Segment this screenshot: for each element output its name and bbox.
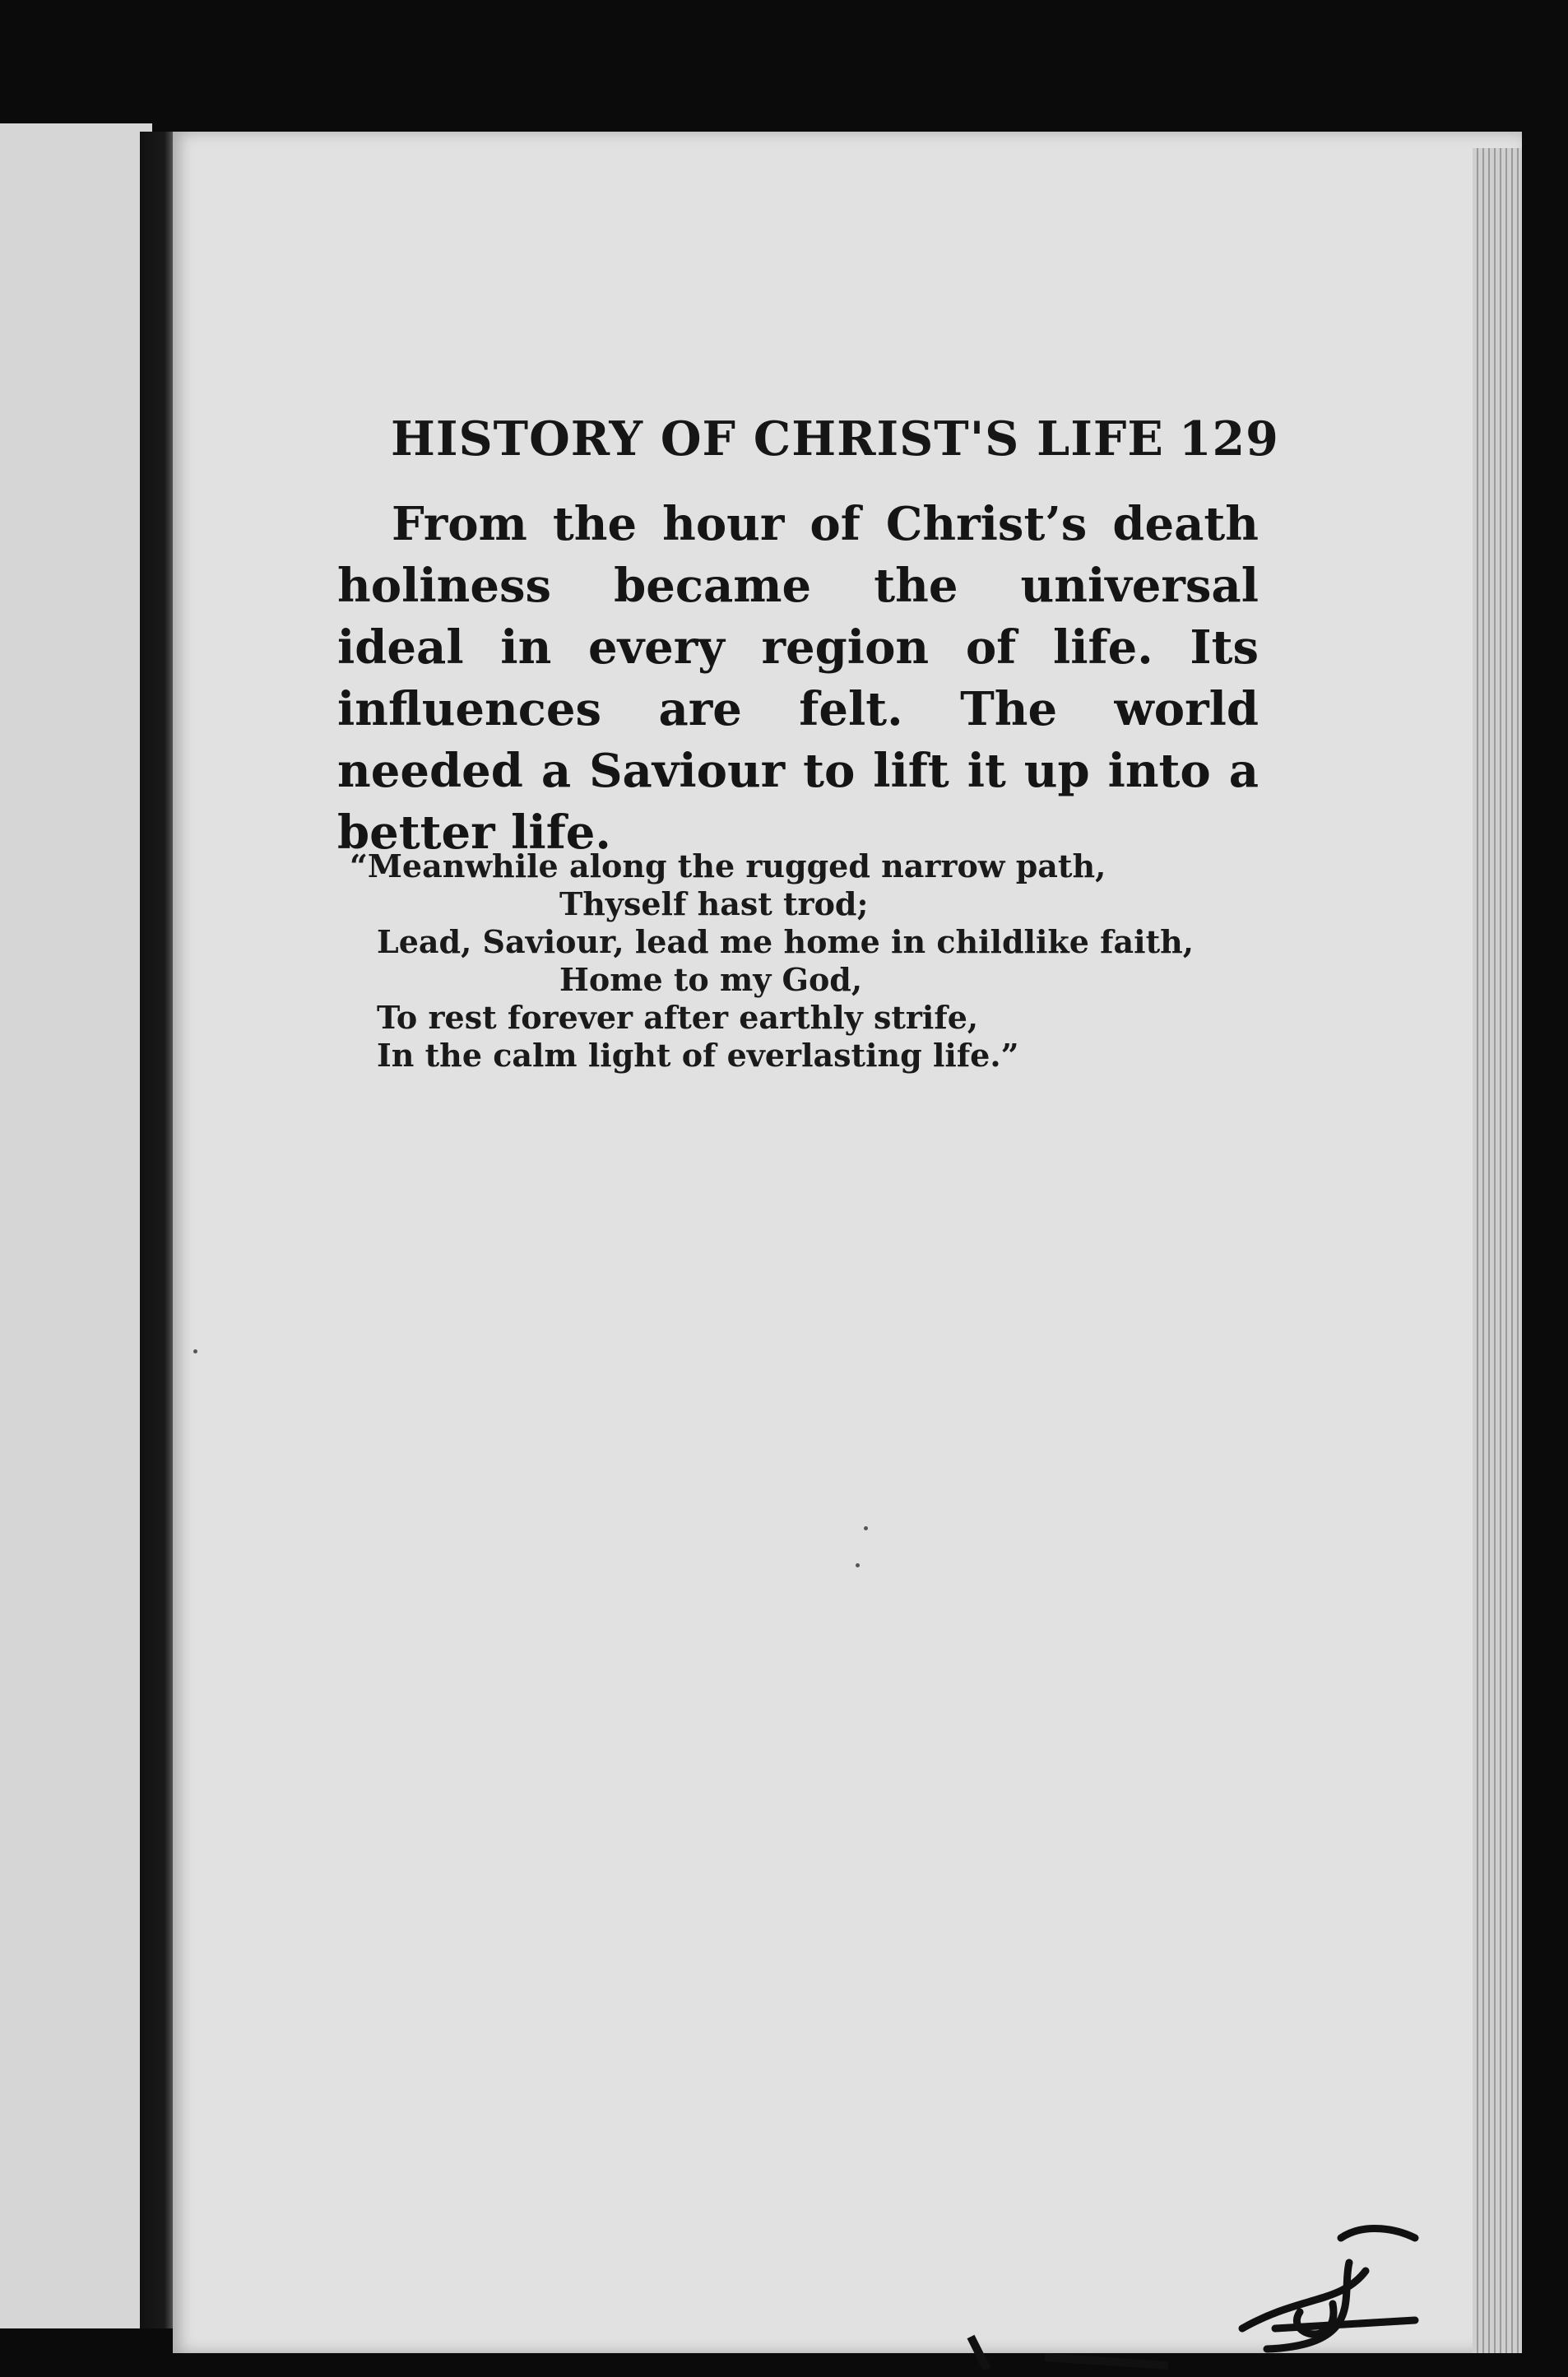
running-head (391, 411, 1279, 467)
handwritten-mark (954, 2205, 1448, 2370)
poem-line: “Meanwhile along the rugged narrow path, (350, 847, 1106, 884)
facing-page-edge (0, 123, 152, 2328)
paper-speck (864, 1526, 868, 1530)
running-head-title: HISTORY OF CHRIST'S LIFE (391, 411, 1164, 467)
body-paragraph: From the hour of Christ’s death holiness became the universal ideal in every region of life. Its influences are felt. The world needed a Saviour to lift it up into a better life. (337, 497, 1259, 860)
paper-speck (193, 1349, 197, 1353)
poem-quotation (350, 847, 1271, 1075)
poem-line: Home to my God, (559, 961, 863, 998)
poem-line: Lead, Saviour, lead me home in childlike faith, (377, 923, 1194, 960)
poem-line: Thyself hast trod; (559, 885, 869, 922)
paper-speck (856, 1563, 860, 1567)
stacked-page-edges (1473, 148, 1522, 2353)
poem-line: In the calm light of everlasting life.” (377, 1037, 1019, 1074)
page-number: 129 (1178, 411, 1279, 467)
poem-line: To rest forever after earthly strife, (377, 999, 979, 1036)
